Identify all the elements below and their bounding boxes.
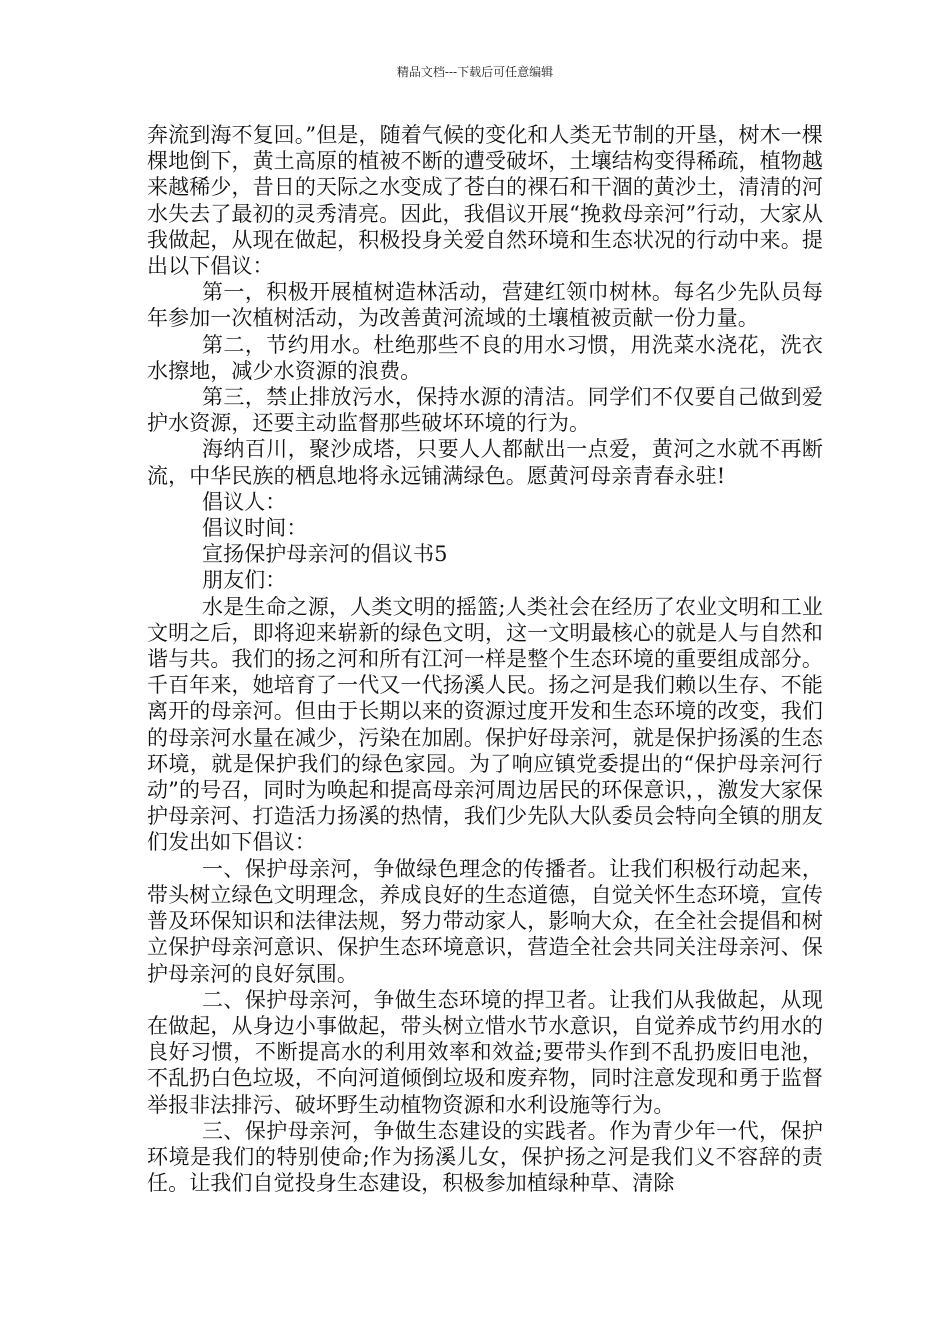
document-body	[147, 122, 823, 1196]
paragraph-proposal-date: 倡议时间：	[202, 516, 308, 541]
page-header: 精品文档---下载后可任意编辑	[396, 65, 554, 79]
paragraph-point-2: 二、保护母亲河，争做生态环境的捍卫者。让我们从我做起，从现在做起，从身边小事做起，带头树立惜水节水意识，自觉养成节约用水的良好习惯，不断提高水的利用效率和效益;要带头作到不乱扔废旧电池，不乱扔白色垃圾，不向河道倾倒垃圾和废弃物，同时注意发现和勇于监督举报非法排污、破坏野生动植物资源和水利设施等行为。	[147, 987, 823, 1117]
paragraph-intro: 奔流到海不复回。”但是，随着气候的变化和人类无节制的开垦，树木一棵棵地倒下，黄土高原的植被不断的遭受破坏，土壤结构变得稀疏，植物越来越稀少，昔日的天际之水变成了苍白的裸石和干涸的黄沙土，清清的河水失去了最初的灵秀清亮。因此，我倡议开展“挽救母亲河”行动，大家从我做起，从现在做起，积极投身关爱自然环境和生态状况的行动中来。提出以下倡议：	[147, 123, 823, 279]
paragraph-proposal-3: 第三，禁止排放污水，保持水源的清洁。同学们不仅要自己做到爱护水资源，还要主动监督那些破坏环境的行为。	[147, 385, 823, 436]
paragraph-point-1: 一、保护母亲河，争做绿色理念的传播者。让我们积极行动起来，带头树立绿色文明理念，养成良好的生态道德，自觉关怀生态环境，宣传普及环保知识和法律法规，努力带动家人，影响大众，在全社会提倡和树立保护母亲河意识、保护生态环境意识，营造全社会共同关注母亲河、保护母亲河的良好氛围。	[147, 856, 823, 986]
paragraph-proposer: 倡议人：	[202, 489, 287, 514]
paragraph-proposal-2: 第二，节约用水。杜绝那些不良的用水习惯，用洗菜水浇花，洗衣水擦地，减少水资源的浪费。	[147, 332, 823, 383]
paragraph-closing: 海纳百川，聚沙成塔，只要人人都献出一点爱，黄河之水就不再断流，中华民族的栖息地将永远铺满绿色。愿黄河母亲青春永驻!	[147, 437, 823, 488]
paragraph-point-3: 三、保护母亲河，争做生态建设的实践者。作为青少年一代，保护环境是我们的特别使命;作为扬溪儿女，保护扬之河是我们义不容辞的责任。让我们自觉投身生态建设，积极参加植绿种草、清除	[147, 1118, 823, 1196]
paragraph-salutation: 朋友们：	[202, 568, 287, 593]
paragraph-section-title: 宣扬保护母亲河的倡议书5	[202, 542, 448, 567]
paragraph-proposal-1: 第一，积极开展植树造林活动，营建红领巾树林。每名少先队员每年参加一次植树活动，为改善黄河流域的土壤植被贡献一份力量。	[147, 280, 823, 331]
paragraph-body: 水是生命之源，人类文明的摇篮;人类社会在经历了农业文明和工业文明之后，即将迎来崭新的绿色文明，这一文明最核心的就是人与自然和谐与共。我们的扬之河和所有江河一样是整个生态环境的重要组成部分。千百年来，她培育了一代又一代扬溪人民。扬之河是我们赖以生存、不能离开的母亲河。但由于长期以来的资源过度开发和生态环境的改变，我们的母亲河水量在减少，污染在加剧。保护好母亲河，就是保护扬溪的生态环境，就是保护我们的绿色家园。为了响应镇党委提出的“保护母亲河行动”的号召，同时为唤起和提高母亲河周边居民的环保意识，，激发大家保护母亲河、打造活力扬溪的热情，我们少先队大队委员会特向全镇的朋友们发出如下倡议：	[147, 594, 823, 855]
